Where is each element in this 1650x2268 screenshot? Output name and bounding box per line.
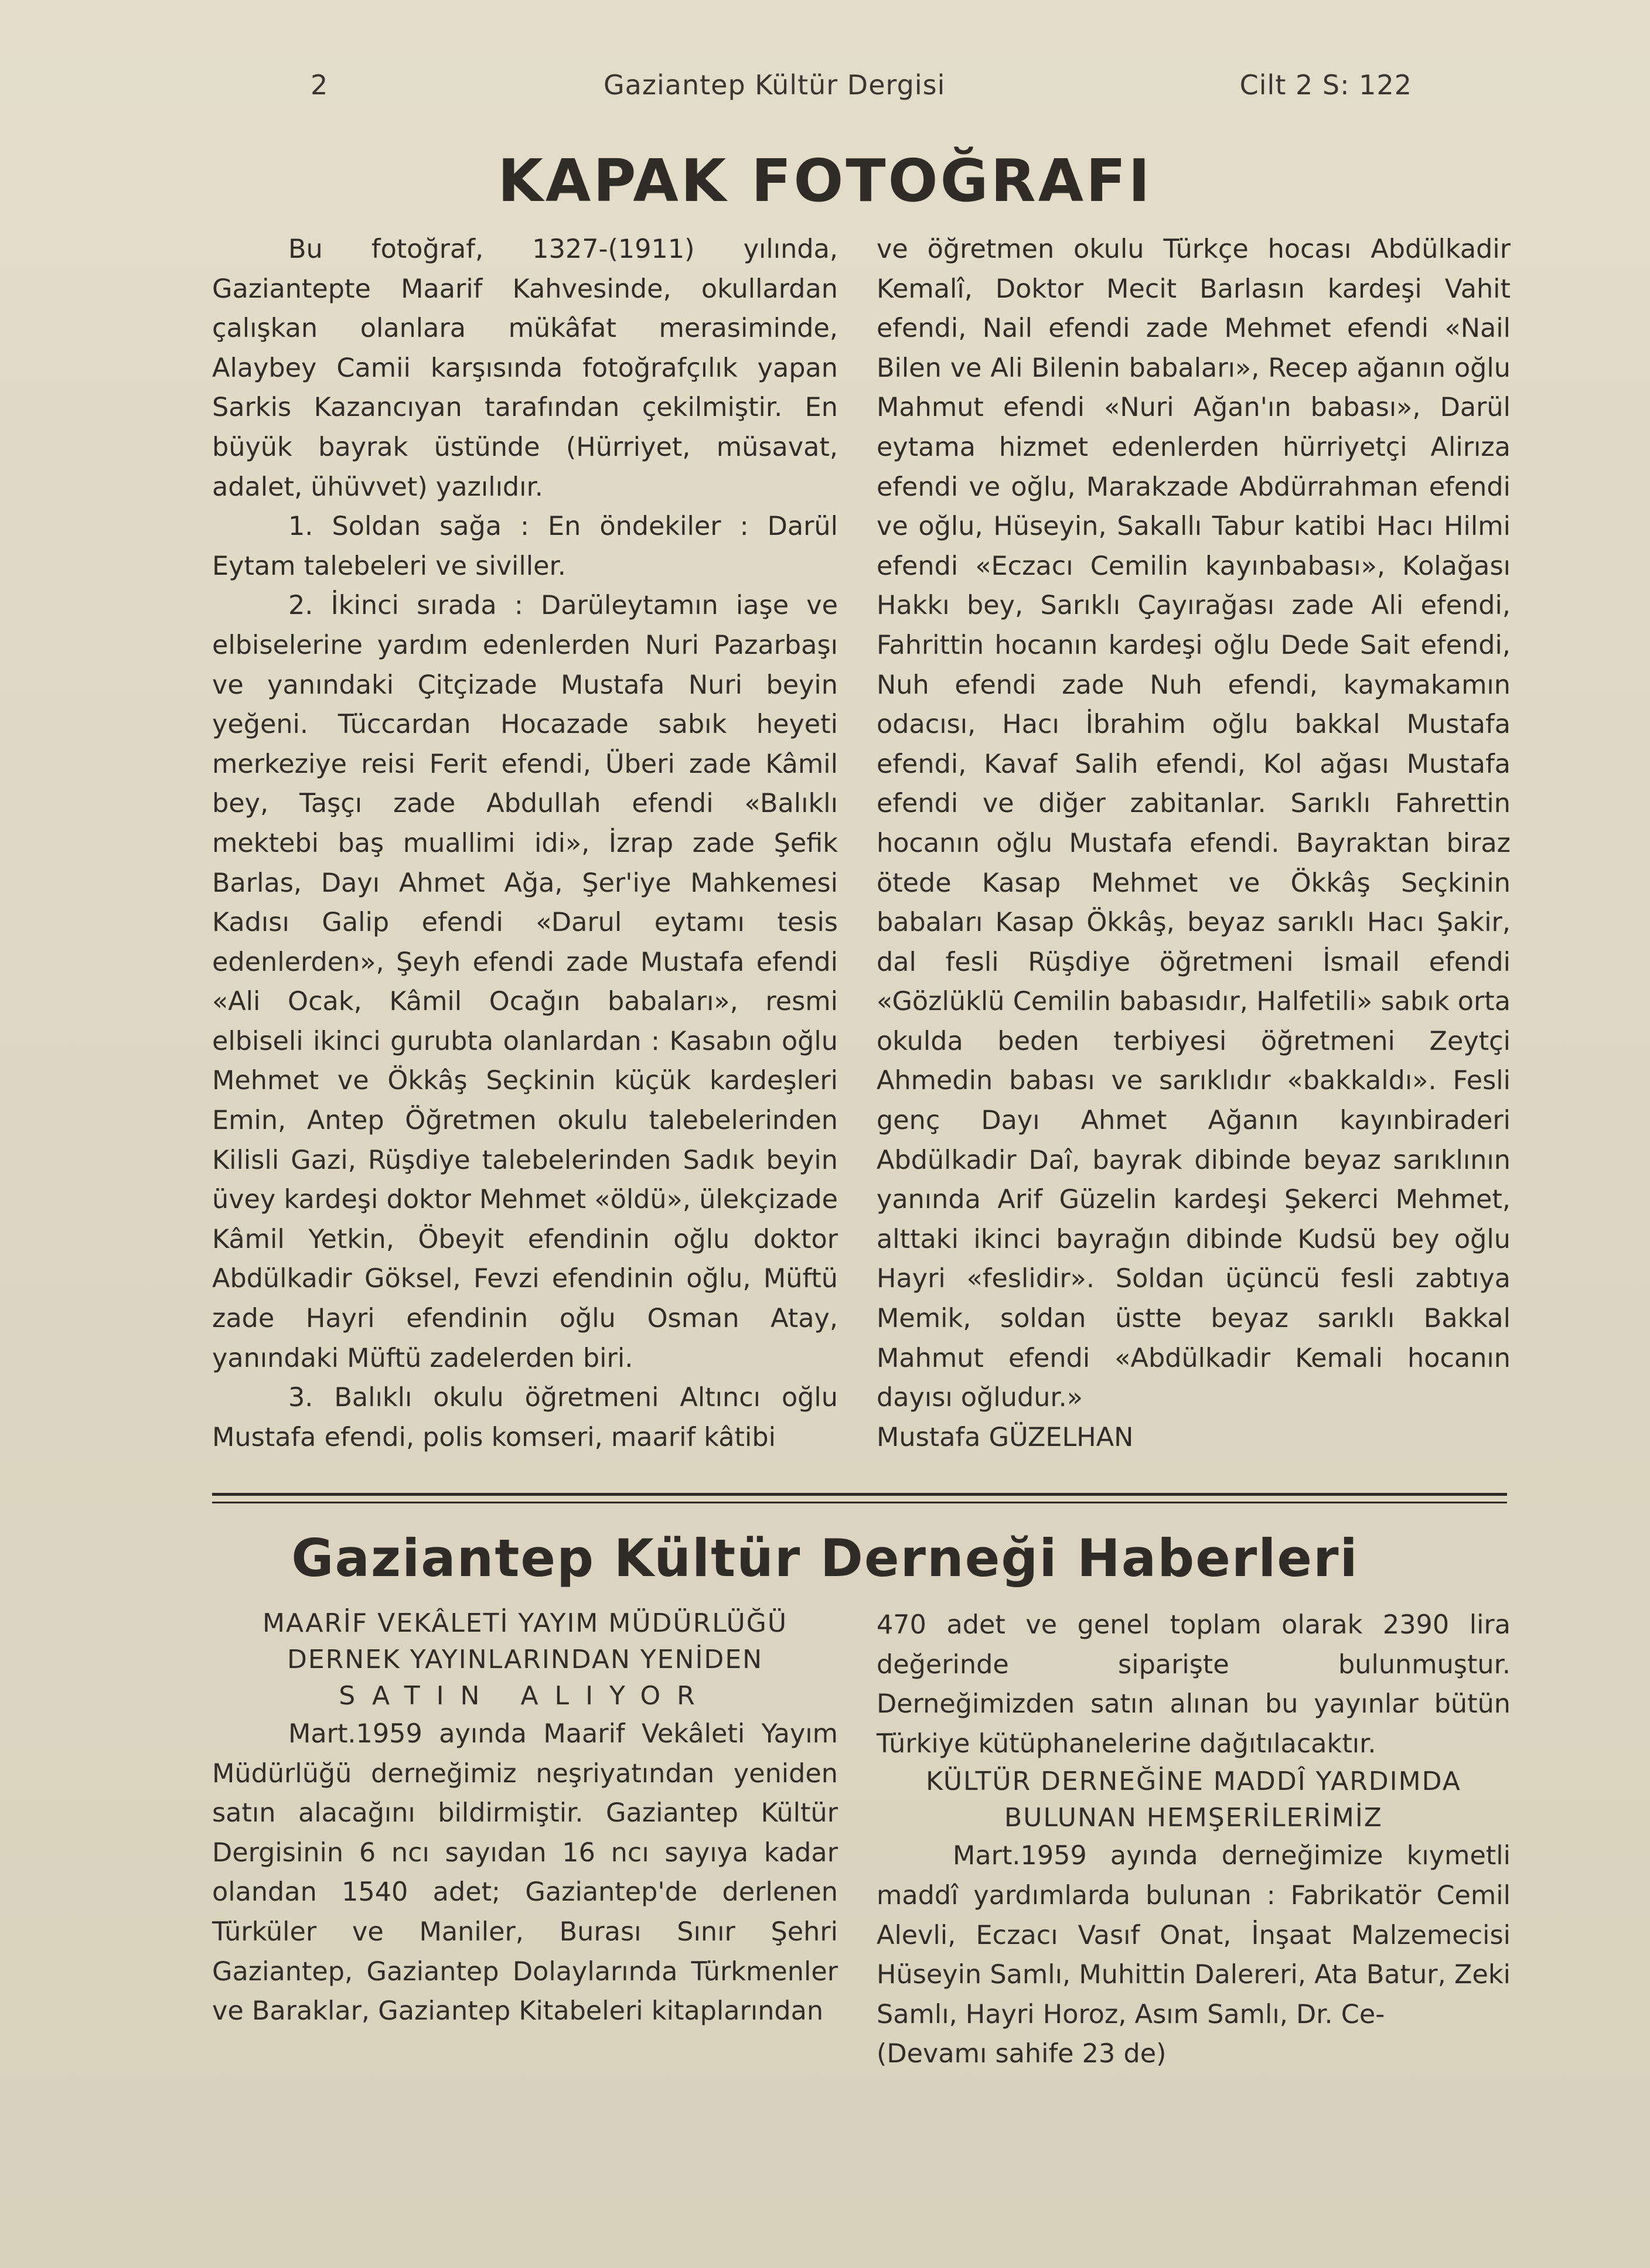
paragraph: 2. İkinci sırada : Darüleytamın iaşe ve elbiselerine yardım edenlerden Nuri Pazarbaşı ve yanındaki Çitçizade Mustafa Nuri beyin yeğeni. Tüccardan Hocazade sabık heyeti merkeziye reisi Ferit efendi, Überi zade Kâmil bey, Taşçı zade Abdullah efendi «Balıklı mektebi baş muallimi idi», İzrap zade Şefik Barlas, Dayı Ahmet Ağa, Şer'iye Mahkemesi Kadısı Galip efendi «Darul eytamı tesis edenlerden», Şeyh efendi zade Mustafa efendi «Ali Ocak, Kâmil Ocağın babaları», resmi elbiseli ikinci gurubta olanlardan : Kasabın oğlu Mehmet ve Ökkâş Seçkinin küçük kardeşleri Emin, Antep Öğretmen okulu talebelerinden Kilisli Gazi, Rüşdiye talebelerinden Sadık beyin üvey kardeşi doktor Mehmet «öldü», ülekçizade Kâmil Yetkin, Öbeyit efendinin oğlu doktor Abdülkadir Göksel, Fevzi efendinin oğlu, Müftü zade Hayri efendinin oğlu Osman Atay, yanındaki Müftü zadelerden biri.	[212, 591, 838, 1373]
page-header	[311, 69, 1412, 110]
article2-heading-line1: KÜLTÜR DERNEĞİNE MADDÎ YARDIMDA	[926, 1766, 1461, 1797]
page-number: 2	[311, 69, 329, 101]
article1-body: Mart.1959 ayında Maarif Vekâleti Yayım Müdürlüğü derneğimiz neşriyatından yeniden satın alacağını bildirmiştir. Gaziantep Kültür Dergisinin 6 ncı sayıdan 16 ncı sayıya kadar olandan 1540 adet; Gaziantep'de derlenen Türküler ve Maniler, Burası Sınır Şehri Gaziantep, Gaziantep Dolaylarında Türkmenler ve Baraklar, Gaziantep Kitabeleri kitaplarından	[212, 1719, 838, 2027]
article2-body: Mart.1959 ayında derneğimize kıymetli maddî yardımlarda bulunan : Fabrikatör Cemil Alevli, Eczacı Vasıf Onat, İnşaat Malzemecisi Hüseyin Samlı, Muhittin Dalereri, Ata Batur, Zeki Samlı, Hayri Horoz, Asım Samlı, Dr. Ce-	[877, 1841, 1511, 2030]
article1-heading-line3: SATIN ALIYOR	[339, 1681, 711, 1711]
article1-heading-line2: DERNEK YAYINLARINDAN YENİDEN	[287, 1645, 763, 1674]
news-right-column	[877, 1605, 1511, 2074]
continued-note: (Devamı sahife 23 de)	[877, 2039, 1167, 2069]
cover-article-left-column	[212, 230, 838, 1457]
journal-title: Gaziantep Kültür Dergisi	[604, 69, 946, 101]
paragraph: 1. Soldan sağa : En öndekiler : Darül Eytam talebeleri ve siviller.	[212, 511, 838, 581]
news-section-title: Gaziantep Kültür Derneği Haberleri	[291, 1528, 1359, 1588]
section-divider	[212, 1493, 1507, 1503]
issue-number: Cilt 2 S: 122	[1239, 69, 1412, 101]
paragraph: 3. Balıklı okulu öğretmeni Altıncı oğlu Mustafa efendi, polis komseri, maarif kâtibi	[212, 1383, 838, 1452]
signature: Mustafa GÜZELHAN	[877, 1422, 1134, 1452]
article1-body-continued: 470 adet ve genel toplam olarak 2390 lira değerinde siparişte bulunmuştur. Derneğimizden satın alınan bu yayınlar bütün Türkiye kütüphanelerine dağıtılacaktır.	[877, 1610, 1511, 1759]
cover-article-right-column	[877, 230, 1511, 1457]
paragraph: ve öğretmen okulu Türkçe hocası Abdülkadir Kemalî, Doktor Mecit Barlasın kardeşi Vahit efendi, Nail efendi zade Mehmet efendi «Nail Bilen ve Ali Bilenin babaları», Recep ağanın oğlu Mahmut efendi «Nuri Ağan'ın babası», Darül eytama hizmet edenlerden hürriyetçi Alirıza efendi ve oğlu, Marakzade Abdürrahman efendi ve oğlu, Hüseyin, Sakallı Tabur katibi Hacı Hilmi efendi «Eczacı Cemilin kayınbabası», Kolağası Hakkı bey, Sarıklı Çayırağası zade Ali efendi, Fahrittin hocanın kardeşi oğlu Dede Sait efendi, Nuh efendi zade Nuh efendi, kaymakamın odacısı, Hacı İbrahim oğlu bakkal Mustafa efendi, Kavaf Salih efendi, Kol ağası Mustafa efendi ve diğer zabitanlar. Sarıklı Fahrettin hocanın oğlu Mustafa efendi. Bayraktan biraz ötede Kasap Mehmet ve Ökkâş Seçkinin babaları Kasap Ökkâş, beyaz sarıklı Hacı Şakir, dal fesli Rüşdiye öğretmeni İsmail efendi «Gözlüklü Cemilin babasıdır, Halfetili» sabık orta okulda beden terbiyesi öğretmeni Zeytçi Ahmedin babası ve sarıklıdır «bakkaldı». Fesli genç Dayı Ahmet Ağanın kayınbiraderi Abdülkadir Daî, bayrak dibinde beyaz sarıklının yanında Arif Güzelin kardeşi Şekerci Mehmet, alttaki ikinci bayrağın dibinde Kudsü bey oğlu Hayri «feslidir». Soldan üçüncü fesli zabtıya Memik, soldan üstte beyaz sarıklı Bakkal Mahmut efendi «Abdülkadir Kemali hocanın dayısı oğludur.»	[877, 234, 1511, 1413]
news-left-column	[212, 1605, 838, 2031]
article1-heading-line1: MAARİF VEKÂLETİ YAYIM MÜDÜRLÜĞÜ	[262, 1608, 788, 1638]
paragraph: Bu fotoğraf, 1327-(1911) yılında, Gaziantepte Maarif Kahvesinde, okullardan çalışkan olanlara mükâfat merasiminde, Alaybey Camii karşısında fotoğrafçılık yapan Sarkis Kazancıyan tarafından çekilmiştir. En büyük bayrak üstünde (Hürriyet, müsavat, adalet, ühüvvet) yazılıdır.	[212, 234, 838, 502]
article2-heading-line2: BULUNAN HEMŞERİLERİMİZ	[1004, 1803, 1383, 1833]
cover-article-title: KAPAK FOTOĞRAFI	[497, 146, 1153, 215]
